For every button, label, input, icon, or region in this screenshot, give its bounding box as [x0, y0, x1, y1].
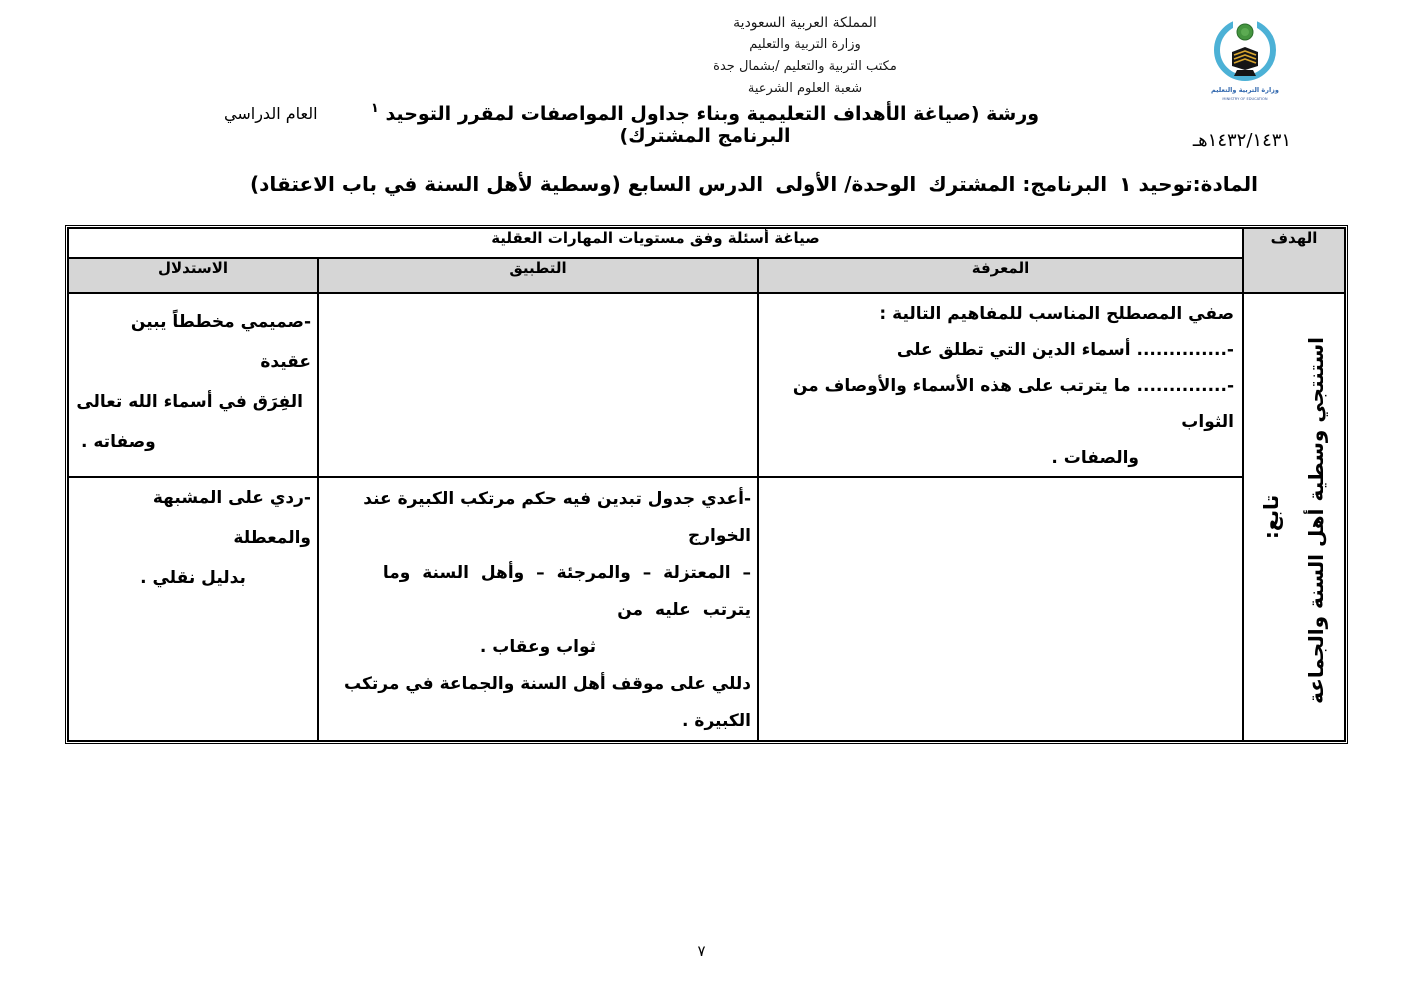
knowledge-row1-cell [758, 293, 1243, 477]
knowledge-line: والصفات . [1051, 448, 1139, 468]
country-name: المملكة العربية السعودية [733, 15, 877, 31]
lesson-info-line [250, 172, 1258, 196]
workshop-title-post: البرنامج المشترك) [619, 125, 791, 147]
knowledge-line: -.............. ما يترتب على هذه الأسماء والأوصاف من الثواب [792, 376, 1234, 432]
reasoning-line: -صميمي مخططاً يبين عقيدة [130, 312, 311, 372]
unit-label: الوحدة/ الأولى [775, 172, 917, 196]
logo-caption-ar: وزارة التربية والتعليم [1211, 86, 1279, 94]
specification-table-wrap [65, 225, 1348, 744]
specification-table [65, 225, 1348, 744]
goal-vertical-cell [1243, 293, 1345, 741]
subject-label: المادة:توحيد ١ [1119, 172, 1258, 196]
ministry-logo [1200, 14, 1290, 110]
government-header [640, 12, 970, 100]
lesson-label: الدرس السابع (وسطية لأهل السنة في باب الاعتقاد) [250, 172, 764, 196]
reasoning-row1-cell [68, 293, 318, 477]
table-body-row-2 [68, 477, 1345, 741]
knowledge-line: -.............. أسماء الدين التي تطلق على [896, 340, 1234, 360]
academic-year-label: العام الدراسي [224, 104, 318, 123]
ministry-name: وزارة التربية والتعليم [749, 37, 861, 52]
application-line: – المعتزلة – والمرجئة – وأهل السنة وما يترتب عليه من [382, 563, 751, 620]
goal-column-header: الهدف [1243, 228, 1345, 293]
application-line: ثواب وعقاب . [479, 637, 597, 657]
reasoning-line: وصفاته . [81, 432, 156, 452]
logo-caption-en: MINISTRY OF EDUCATION [1222, 97, 1268, 101]
reasoning-row2-cell [68, 477, 318, 741]
application-row1-cell-empty [318, 293, 758, 477]
application-line: -أعدي جدول تبدين فيه حكم مرتكب الكبيرة عند الخوارج [363, 489, 751, 546]
department-name: شعبة العلوم الشرعية [747, 81, 863, 96]
skills-span-header: صياغة أسئلة وفق مستويات المهارات العقلية [68, 228, 1243, 258]
education-office: مكتب التربية والتعليم /بشمال جدة [713, 59, 897, 74]
table-body-row-1 [68, 293, 1345, 477]
knowledge-line: صفي المصطلح المناسب للمفاهيم التالية : [879, 304, 1234, 324]
hijri-year: ١٤٣٢/١٤٣١هـ [1192, 130, 1292, 151]
reasoning-column-header: الاستدلال [68, 258, 318, 293]
table-header-row-2 [68, 258, 1345, 293]
goal-vertical-text [1249, 337, 1339, 704]
goal-continued-label: تابع: [1259, 494, 1283, 540]
table-header-row-1 [68, 228, 1345, 258]
page-number: ٧ [697, 942, 706, 960]
reasoning-line: الفِرَق في أسماء الله تعالى [76, 392, 303, 412]
knowledge-row2-cell-empty [758, 477, 1243, 741]
program-label: البرنامج: المشترك [928, 172, 1108, 196]
application-row2-cell [318, 477, 758, 741]
goal-objective-text: استنتجي وسطية أهل السنة والجماعة [1304, 337, 1328, 704]
workshop-title-pre: ورشة (صياغة الأهداف التعليمية وبناء جداول المواصفات لمقرر التوحيد [378, 103, 1040, 125]
reasoning-line: -ردي على المشبهة والمعطلة [152, 488, 311, 548]
application-line: دللي على موقف أهل السنة والجماعة في مرتكب الكبيرة . [344, 674, 751, 731]
application-column-header: التطبيق [318, 258, 758, 293]
ministry-emblem-icon [1200, 14, 1290, 106]
workshop-title [340, 101, 1070, 147]
workshop-title-superscript: ١ [370, 101, 379, 116]
knowledge-column-header: المعرفة [758, 258, 1243, 293]
reasoning-line: بدليل نقلي . [140, 568, 246, 588]
